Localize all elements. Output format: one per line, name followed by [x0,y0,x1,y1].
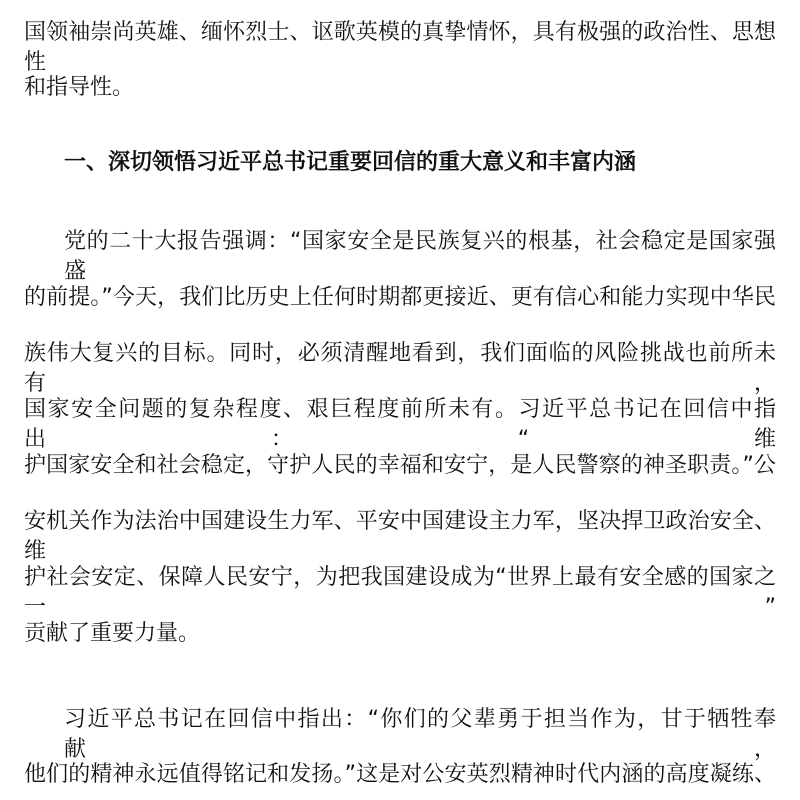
intro-line: 国领袖崇尚英雄、缅怀烈士、讴歌英模的真挚情怀，具有极强的政治性、思想性 [24,20,776,75]
paragraph-line: 贡献了重要力量。 [24,621,201,646]
intro-line: 和指导性。 [24,75,135,100]
paragraph-line: 国家安全问题的复杂程度、艰巨程度前所未有。习近平总书记在回信中指出：“维 [24,397,776,452]
paragraph-line: 护国家安全和社会稳定，守护人民的幸福和安宁，是人民警察的神圣职责。”公 [24,453,776,478]
section-heading: 一、深切领悟习近平总书记重要回信的重大意义和丰富内涵 [64,150,637,175]
paragraph-line: 他们的精神永远值得铭记和发扬。”这是对公安英烈精神时代内涵的高度凝练、 [24,762,776,787]
paragraph-line: 安机关作为法治中国建设生力军、平安中国建设主力军，坚决捍卫政治安全、维 [24,509,776,564]
paragraph-line: 习近平总书记在回信中指出：“你们的父辈勇于担当作为，甘于牺牲奉献， [64,707,776,762]
paragraph-line: 族伟大复兴的目标。同时，必须清醒地看到，我们面临的风险挑战也前所未有， [24,341,776,396]
paragraph-line: 的前提。”今天，我们比历史上任何时期都更接近、更有信心和能力实现中华民 [24,285,776,310]
paragraph-line: 党的二十大报告强调：“国家安全是民族复兴的根基，社会稳定是国家强盛 [64,229,776,284]
paragraph-line: 护社会安定、保障人民安宁，为把我国建设成为“世界上最有安全感的国家之一” [24,565,776,620]
